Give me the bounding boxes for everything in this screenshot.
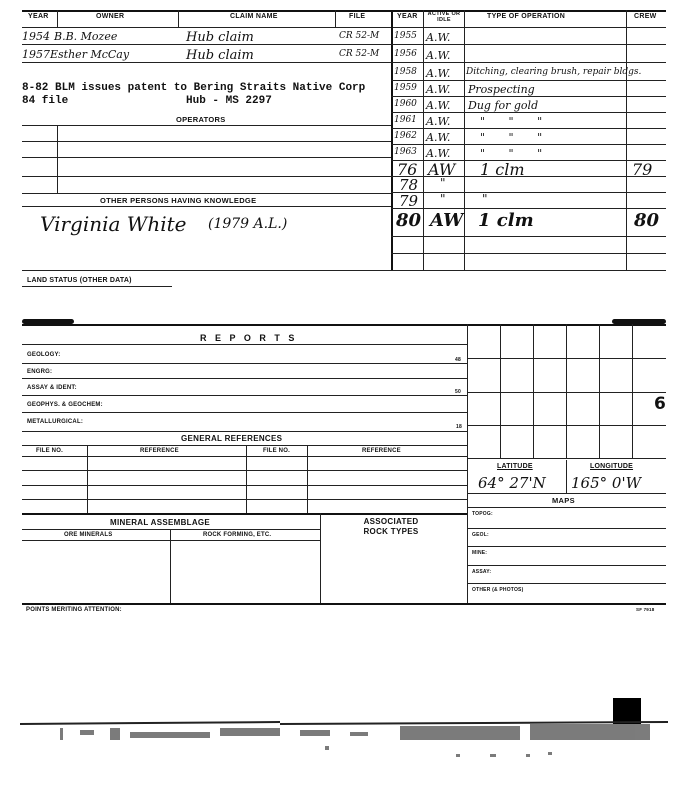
mineral-assemblage-title: MINERAL ASSEMBLAGE: [110, 518, 211, 527]
activity-crew: 80: [634, 210, 660, 231]
owner-header: OWNER: [96, 13, 125, 20]
owner-row-year: 1957: [22, 48, 50, 61]
report-row-label: METALLURGICAL:: [27, 419, 84, 425]
report-row-label: ENGRG:: [27, 369, 53, 375]
activity-operation: 1 clm: [478, 210, 534, 231]
report-row-label: GEOPHYS. & GEOCHEM:: [27, 402, 103, 408]
longitude-label: LONGITUDE: [590, 463, 634, 470]
report-row-number: 18: [456, 424, 462, 430]
activity-status: A.W.: [426, 115, 451, 128]
activity-year: 79: [399, 192, 419, 210]
claim-name-header: CLAIM NAME: [230, 13, 278, 20]
activity-year: 1961: [394, 115, 417, 125]
typed-patent-line: 8-82 BLM issues patent to Bering Straits Native Corp: [22, 82, 366, 94]
activity-operation: Prospecting: [468, 83, 535, 96]
activity-crew: 79: [632, 160, 653, 179]
owner-row-year: 1954: [22, 30, 50, 43]
ref-col-header: FILE NO.: [36, 448, 63, 454]
longitude-value: 165° 0'W: [571, 474, 641, 492]
latitude-label: LATITUDE: [497, 463, 533, 470]
maps-item: TOPOG:: [472, 511, 493, 517]
owner-row-claim: Hub claim: [186, 48, 254, 63]
report-row-number: 48: [455, 357, 461, 363]
activity-status: A.W.: [426, 83, 451, 96]
persons-note: (1979 A.L.): [208, 216, 288, 232]
maps-item: MINE:: [472, 550, 488, 556]
activity-status: A.W.: [426, 67, 451, 80]
activity-status: ": [440, 176, 446, 190]
activity-status: AW: [428, 160, 456, 179]
ref-col-header: FILE NO.: [263, 448, 290, 454]
general-references-title: GENERAL REFERENCES: [181, 434, 283, 443]
typed-file-line: 84 file: [22, 95, 69, 107]
operators-label: OPERATORS: [176, 115, 226, 124]
activity-status: AW: [430, 210, 464, 231]
owner-row-owner: Esther McCay: [50, 48, 130, 61]
activity-year: 1962: [394, 131, 417, 141]
activity-operation: ": [482, 192, 488, 206]
maps-item: GEOL:: [472, 532, 489, 538]
land-status-label: LAND STATUS (OTHER DATA): [27, 277, 132, 284]
rock-forming-header: ROCK FORMING, ETC.: [203, 532, 272, 538]
year2-header: YEAR: [397, 13, 418, 20]
report-row-number: 50: [455, 389, 461, 395]
year-header: YEAR: [28, 13, 49, 20]
activity-status: A.W.: [426, 99, 451, 112]
activity-year: 80: [396, 210, 422, 231]
typed-ms-line: Hub - MS 2297: [186, 95, 272, 107]
reports-title: R E P O R T S: [200, 333, 298, 343]
ref-col-header: REFERENCE: [140, 448, 179, 454]
activity-year: 78: [399, 176, 419, 194]
activity-year: 1956: [394, 49, 417, 59]
activity-operation: " " ": [480, 147, 553, 160]
persons-label: OTHER PERSONS HAVING KNOWLEDGE: [100, 196, 257, 205]
activity-operation: " " ": [480, 131, 553, 144]
margin-mark: 6: [654, 394, 666, 414]
owner-row-file: CR 52-M: [339, 49, 380, 59]
activity-status: A.W.: [426, 147, 451, 160]
activity-year: 1958: [394, 67, 417, 77]
ore-minerals-header: ORE MINERALS: [64, 532, 113, 538]
activity-year: 1960: [394, 99, 417, 109]
crew-header: CREW: [634, 13, 657, 20]
maps-item: ASSAY:: [472, 569, 492, 575]
activity-status: A.W.: [426, 31, 451, 44]
persons-value: Virginia White: [40, 212, 187, 236]
activity-operation: Ditching, clearing brush, repair bldgs.: [466, 67, 642, 77]
activity-year: 1963: [394, 147, 417, 157]
activity-operation: Dug for gold: [468, 99, 539, 112]
file-header: FILE: [349, 13, 366, 20]
activity-year: 1955: [394, 31, 417, 41]
owner-row-owner: B.B. Mozee: [54, 30, 118, 43]
report-row-label: ASSAY & IDENT:: [27, 385, 77, 391]
activity-status: A.W.: [426, 131, 451, 144]
form-number: SF 7918: [636, 607, 655, 612]
latitude-value: 64° 27'N: [478, 474, 546, 492]
active-idle-header: ACTIVE OR IDLE: [427, 11, 461, 23]
type-operation-header: TYPE OF OPERATION: [487, 13, 566, 20]
owner-row-claim: Hub claim: [186, 30, 254, 45]
maps-title: MAPS: [552, 496, 575, 505]
associated-rock-types: ASSOCIATED ROCK TYPES: [363, 517, 419, 536]
activity-status: ": [440, 192, 446, 206]
activity-year: 76: [397, 160, 418, 179]
report-row-label: GEOLOGY:: [27, 352, 61, 358]
activity-operation: 1 clm: [480, 160, 525, 179]
ref-col-header: REFERENCE: [362, 448, 401, 454]
activity-year: 1959: [394, 83, 417, 93]
activity-operation: " " ": [480, 115, 553, 128]
points-meriting-attention: POINTS MERITING ATTENTION:: [26, 607, 122, 613]
owner-row-file: CR 52-M: [339, 31, 380, 41]
scan-noise-strip: [20, 718, 668, 758]
maps-item: OTHER (& PHOTOS): [472, 587, 524, 593]
activity-status: A.W.: [426, 49, 451, 62]
